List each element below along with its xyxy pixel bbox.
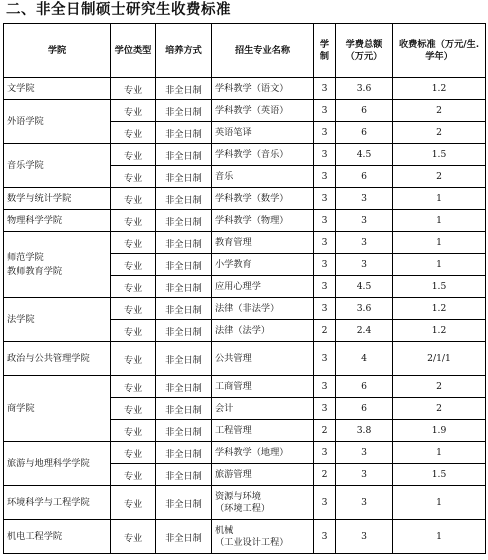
major-name: 学科教学（地理） bbox=[212, 442, 314, 464]
degree-type: 专业 bbox=[111, 320, 156, 342]
school-name: 音乐学院 bbox=[4, 144, 111, 188]
total-fee: 3 bbox=[336, 442, 393, 464]
fee-standard: 1 bbox=[393, 520, 486, 554]
total-fee: 3 bbox=[336, 232, 393, 254]
study-mode: 非全日制 bbox=[156, 210, 212, 232]
duration-years: 3 bbox=[314, 398, 336, 420]
degree-type: 专业 bbox=[111, 342, 156, 376]
fee-standard: 1 bbox=[393, 232, 486, 254]
study-mode: 非全日制 bbox=[156, 464, 212, 486]
duration-years: 3 bbox=[314, 232, 336, 254]
major-name: 学科教学（数学） bbox=[212, 188, 314, 210]
major-name: 英语笔译 bbox=[212, 122, 314, 144]
study-mode: 非全日制 bbox=[156, 166, 212, 188]
duration-years: 3 bbox=[314, 122, 336, 144]
study-mode: 非全日制 bbox=[156, 276, 212, 298]
fee-standard: 1 bbox=[393, 210, 486, 232]
study-mode: 非全日制 bbox=[156, 486, 212, 520]
degree-type: 专业 bbox=[111, 100, 156, 122]
fee-standard: 1 bbox=[393, 188, 486, 210]
school-name: 师范学院 教师教育学院 bbox=[4, 232, 111, 298]
header-degree-type: 学位类型 bbox=[111, 24, 156, 78]
study-mode: 非全日制 bbox=[156, 398, 212, 420]
study-mode: 非全日制 bbox=[156, 420, 212, 442]
study-mode: 非全日制 bbox=[156, 520, 212, 554]
study-mode: 非全日制 bbox=[156, 320, 212, 342]
school-name: 外语学院 bbox=[4, 100, 111, 144]
header-school: 学院 bbox=[4, 24, 111, 78]
fee-standard: 1.2 bbox=[393, 298, 486, 320]
duration-years: 3 bbox=[314, 298, 336, 320]
header-duration: 学制 bbox=[314, 24, 336, 78]
fee-table bbox=[3, 23, 486, 554]
table-row bbox=[4, 298, 486, 320]
duration-years: 3 bbox=[314, 100, 336, 122]
duration-years: 2 bbox=[314, 464, 336, 486]
total-fee: 3 bbox=[336, 464, 393, 486]
major-name: 公共管理 bbox=[212, 342, 314, 376]
duration-years: 3 bbox=[314, 276, 336, 298]
degree-type: 专业 bbox=[111, 398, 156, 420]
school-name: 旅游与地理科学学院 bbox=[4, 442, 111, 486]
fee-standard: 1.5 bbox=[393, 144, 486, 166]
total-fee: 3.8 bbox=[336, 420, 393, 442]
duration-years: 3 bbox=[314, 376, 336, 398]
fee-standard: 2 bbox=[393, 100, 486, 122]
duration-years: 3 bbox=[314, 486, 336, 520]
degree-type: 专业 bbox=[111, 78, 156, 100]
total-fee: 6 bbox=[336, 122, 393, 144]
fee-standard: 2 bbox=[393, 398, 486, 420]
table-body bbox=[4, 78, 486, 554]
header-study-mode: 培养方式 bbox=[156, 24, 212, 78]
study-mode: 非全日制 bbox=[156, 144, 212, 166]
total-fee: 3 bbox=[336, 210, 393, 232]
degree-type: 专业 bbox=[111, 166, 156, 188]
school-name: 商学院 bbox=[4, 376, 111, 442]
study-mode: 非全日制 bbox=[156, 100, 212, 122]
study-mode: 非全日制 bbox=[156, 376, 212, 398]
degree-type: 专业 bbox=[111, 442, 156, 464]
table-row bbox=[4, 376, 486, 398]
degree-type: 专业 bbox=[111, 298, 156, 320]
table-row bbox=[4, 210, 486, 232]
major-name: 学科教学（物理） bbox=[212, 210, 314, 232]
major-name: 法律（法学） bbox=[212, 320, 314, 342]
study-mode: 非全日制 bbox=[156, 122, 212, 144]
table-row bbox=[4, 78, 486, 100]
study-mode: 非全日制 bbox=[156, 254, 212, 276]
header-major: 招生专业名称 bbox=[212, 24, 314, 78]
header-fee-standard: 收费标准（万元/生.学年） bbox=[393, 24, 486, 78]
major-name: 工程管理 bbox=[212, 420, 314, 442]
total-fee: 3 bbox=[336, 486, 393, 520]
fee-standard: 1.5 bbox=[393, 464, 486, 486]
study-mode: 非全日制 bbox=[156, 78, 212, 100]
major-name: 学科教学（语文） bbox=[212, 78, 314, 100]
study-mode: 非全日制 bbox=[156, 188, 212, 210]
total-fee: 6 bbox=[336, 376, 393, 398]
major-name: 旅游管理 bbox=[212, 464, 314, 486]
page-title: 二、非全日制硕士研究生收费标准 bbox=[6, 2, 231, 18]
study-mode: 非全日制 bbox=[156, 342, 212, 376]
duration-years: 3 bbox=[314, 188, 336, 210]
school-name: 环境科学与工程学院 bbox=[4, 486, 111, 520]
study-mode: 非全日制 bbox=[156, 232, 212, 254]
fee-standard: 1.2 bbox=[393, 78, 486, 100]
total-fee: 2.4 bbox=[336, 320, 393, 342]
degree-type: 专业 bbox=[111, 144, 156, 166]
table-row bbox=[4, 442, 486, 464]
table-row bbox=[4, 232, 486, 254]
school-name: 物理科学学院 bbox=[4, 210, 111, 232]
total-fee: 6 bbox=[336, 398, 393, 420]
table-row bbox=[4, 188, 486, 210]
degree-type: 专业 bbox=[111, 486, 156, 520]
table-row bbox=[4, 342, 486, 376]
total-fee: 4.5 bbox=[336, 144, 393, 166]
duration-years: 2 bbox=[314, 320, 336, 342]
school-name: 政治与公共管理学院 bbox=[4, 342, 111, 376]
fee-standard: 1.5 bbox=[393, 276, 486, 298]
school-name: 机电工程学院 bbox=[4, 520, 111, 554]
fee-standard: 2 bbox=[393, 122, 486, 144]
total-fee: 4 bbox=[336, 342, 393, 376]
table-row bbox=[4, 144, 486, 166]
degree-type: 专业 bbox=[111, 122, 156, 144]
major-name: 学科教学（音乐） bbox=[212, 144, 314, 166]
total-fee: 3 bbox=[336, 254, 393, 276]
degree-type: 专业 bbox=[111, 232, 156, 254]
degree-type: 专业 bbox=[111, 420, 156, 442]
header-row bbox=[4, 24, 486, 78]
duration-years: 3 bbox=[314, 78, 336, 100]
degree-type: 专业 bbox=[111, 376, 156, 398]
duration-years: 3 bbox=[314, 144, 336, 166]
total-fee: 3.6 bbox=[336, 298, 393, 320]
degree-type: 专业 bbox=[111, 210, 156, 232]
fee-standard: 2/1/1 bbox=[393, 342, 486, 376]
major-name: 音乐 bbox=[212, 166, 314, 188]
fee-standard: 1 bbox=[393, 442, 486, 464]
major-name: 学科教学（英语） bbox=[212, 100, 314, 122]
degree-type: 专业 bbox=[111, 520, 156, 554]
header-total-fee: 学费总额（万元） bbox=[336, 24, 393, 78]
duration-years: 3 bbox=[314, 520, 336, 554]
fee-standard: 1 bbox=[393, 486, 486, 520]
total-fee: 4.5 bbox=[336, 276, 393, 298]
duration-years: 3 bbox=[314, 442, 336, 464]
table-row bbox=[4, 486, 486, 520]
major-name: 工商管理 bbox=[212, 376, 314, 398]
total-fee: 3 bbox=[336, 188, 393, 210]
duration-years: 3 bbox=[314, 166, 336, 188]
fee-standard: 2 bbox=[393, 376, 486, 398]
major-name: 小学教育 bbox=[212, 254, 314, 276]
fee-standard: 1 bbox=[393, 254, 486, 276]
duration-years: 3 bbox=[314, 254, 336, 276]
major-name: 应用心理学 bbox=[212, 276, 314, 298]
fee-standard: 1.9 bbox=[393, 420, 486, 442]
duration-years: 2 bbox=[314, 420, 336, 442]
fee-standard: 1.2 bbox=[393, 320, 486, 342]
major-name: 会计 bbox=[212, 398, 314, 420]
total-fee: 3 bbox=[336, 520, 393, 554]
school-name: 文学院 bbox=[4, 78, 111, 100]
study-mode: 非全日制 bbox=[156, 442, 212, 464]
total-fee: 6 bbox=[336, 166, 393, 188]
duration-years: 3 bbox=[314, 342, 336, 376]
total-fee: 6 bbox=[336, 100, 393, 122]
school-name: 法学院 bbox=[4, 298, 111, 342]
degree-type: 专业 bbox=[111, 254, 156, 276]
total-fee: 3.6 bbox=[336, 78, 393, 100]
table-row bbox=[4, 100, 486, 122]
major-name: 教育管理 bbox=[212, 232, 314, 254]
major-name: 资源与环境 （环境工程） bbox=[212, 486, 314, 520]
degree-type: 专业 bbox=[111, 276, 156, 298]
study-mode: 非全日制 bbox=[156, 298, 212, 320]
school-name: 数学与统计学院 bbox=[4, 188, 111, 210]
duration-years: 3 bbox=[314, 210, 336, 232]
degree-type: 专业 bbox=[111, 188, 156, 210]
major-name: 机械 （工业设计工程） bbox=[212, 520, 314, 554]
fee-standard: 2 bbox=[393, 166, 486, 188]
major-name: 法律（非法学） bbox=[212, 298, 314, 320]
table-row bbox=[4, 520, 486, 554]
degree-type: 专业 bbox=[111, 464, 156, 486]
